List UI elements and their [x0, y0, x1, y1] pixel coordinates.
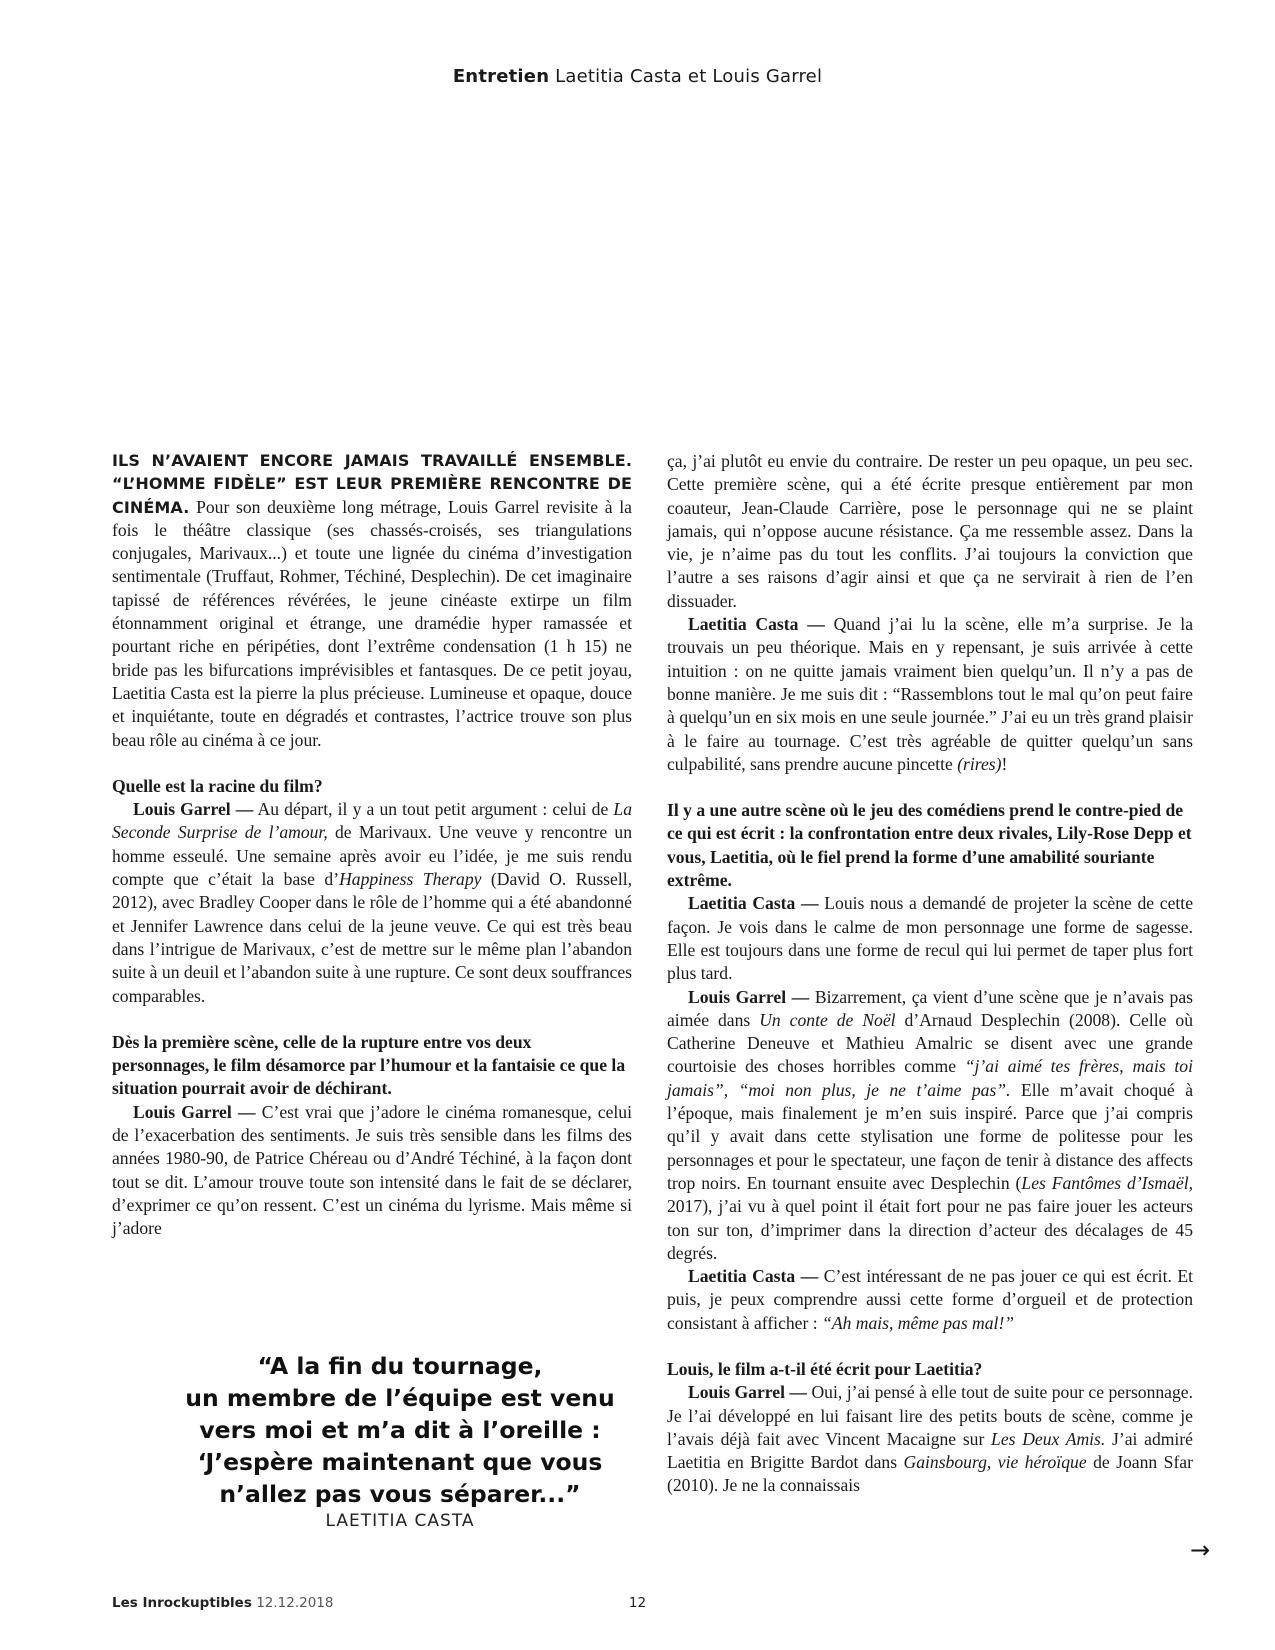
pull-quote-line: ‘J’espère maintenant que vous: [197, 1448, 603, 1476]
running-header: [0, 66, 1275, 87]
header-subject: Laetitia Casta et Louis Garrel: [555, 66, 823, 87]
pull-quote: [140, 1350, 660, 1510]
publication-name: Les Inrockuptibles: [112, 1595, 252, 1611]
answer: Louis Garrel — Bizarrement, ça vient d’une scène que je n’avais pas aimée dans Un conte de Noël d’Arnaud Desplechin (2008). Celle où Catherine Deneuve et Mathieu Amalric se disent avec une grande courtoisie des choses horribles comme “j’ai aimé tes frères, mais toi jamais”, “moi non plus, je ne t’aime pas”. Elle m’avait choqué à l’époque, mais finalement je m’en suis inspiré. Parce que j’ai compris qu’il y avait dans cette stylisation une forme de politesse pour les personnages et pour le spectateur, une façon de tenir à distance des affects trop noirs. En tournant ensuite avec Desplechin (Les Fantômes d’Ismaël, 2017), j’ai vu à quel point il était fort pour ne pas faire jouer les acteurs ton sur ton, d’imprimer dans la direction d’acteur des décalages de 45 degrés.: [667, 986, 1194, 1263]
question: Quelle est la racine du film?: [112, 775, 323, 796]
question: Dès la première scène, celle de la rupture entre vos deux personnages, le film désamorce par l’humour et la fantaisie ce que la situation pourrait avoir de déchirant.: [112, 1031, 626, 1099]
pull-quote-line: “A la fin du tournage,: [257, 1352, 543, 1380]
answer: Laetitia Casta — Louis nous a demandé de projeter la scène de cette façon. Je vois dans le calme de mon personnage une forme de sagesse. Elle est toujours dans une forme de recul qui lui permet de taper plus fort plus tard.: [667, 893, 1193, 984]
pull-quote-line: vers moi et m’a dit à l’oreille :: [199, 1416, 601, 1444]
intro-paragraph: [112, 449, 632, 752]
answer-continued: ça, j’ai plutôt eu envie du contraire. De rester un peu opaque, un peu sec. Cette première scène, qui a été écrite presque entièrement par mon coauteur, Jean-Claude Carrière, pose le personnage qui ne se plaint jamais, qui n’oppose aucune résistance. Ça me ressemble assez. Dans la vie, je n’aime pas du tout les conflits. J’ai toujours la conviction que l’autre a ses raisons d’agir ainsi et que ça ne servirait à rien de l’en dissuader.: [667, 451, 1193, 611]
pull-quote-line: n’allez pas vous séparer...”: [219, 1480, 581, 1508]
speaker: Louis Garrel —: [133, 1101, 256, 1122]
pull-quote-author: LAETITIA CASTA: [325, 1511, 475, 1531]
answer: Louis Garrel — Au départ, il y a un tout petit argument : celui de La Seconde Surprise de l’amour, de Marivaux. Une veuve y rencontre un homme esseulé. Une semaine après avoir eu l’idée, je me suis rendu compte que c’était la base d’Happiness Therapy (David O. Russell, 2012), avec Bradley Cooper dans le rôle de l’homme qui a été abandonné et Jennifer Lawrence dans celui de la jeune veuve. Ce qui est très beau dans l’intrigue de Marivaux, c’est de mettre sur le même plan l’abandon suite à un deuil et l’abandon suite à une rupture. Ce sont deux souffrances comparables.: [112, 799, 632, 1006]
speaker: Louis Garrel —: [688, 986, 810, 1007]
left-column: [112, 449, 632, 1241]
right-column: [667, 450, 1193, 1498]
section-label: Entretien: [452, 66, 550, 87]
question: Il y a une autre scène où le jeu des comédiens prend le contre-pied de ce qui est écrit : la confrontation entre deux rivales, Lily-Rose Depp et vous, Laetitia, où le fiel prend la forme d’une amabilité souriante extrême.: [667, 800, 1192, 891]
answer: Laetitia Casta — Quand j’ai lu la scène, elle m’a surprise. Je la trouvais un peu théorique. Mais en y repensant, je suis arrivée à cette intuition : on ne quitte jamais vraiment bien quelqu’un. Il n’y a pas de bonne manière. Je me suis dit : “Rassemblons tout le mal qu’on peut faire à quelqu’un en six mois en une seule journée.” J’ai eu un très grand plaisir à le faire au tournage. C’est très agréable de quitter quelqu’un sans culpabilité, sans prendre aucune pincette (rires)!: [667, 614, 1193, 774]
speaker: Laetitia Casta —: [688, 1266, 819, 1287]
question: Louis, le film a-t-il été écrit pour Laetitia?: [667, 1358, 983, 1379]
speaker: Laetitia Casta —: [688, 614, 825, 635]
pull-quote-line: un membre de l’équipe est venu: [185, 1384, 615, 1412]
intro-lead: ILS N’AVAIENT ENCORE JAMAIS TRAVAILLÉ ENSEMBLE. “L’HOMME FIDÈLE” EST LEUR PREMIÈRE RENCONTRE DE CINÉMA.: [112, 451, 632, 517]
issue-date: 12.12.2018: [256, 1595, 334, 1611]
answer: Louis Garrel — Oui, j’ai pensé à elle tout de suite pour ce personnage. Je l’ai développé en lui faisant lire des petits bouts de scène, comme je l’avais déjà fait avec Vincent Macaigne sur Les Deux Amis. J’ai admiré Laetitia en Brigitte Bardot dans Gainsbourg, vie héroïque de Joann Sfar (2010). Je ne la connaissais: [667, 1382, 1193, 1496]
answer: Laetitia Casta — C’est intéressant de ne pas jouer ce qui est écrit. Et puis, je peux comprendre aussi cette forme d’orgueil et de protection consistant à afficher : “Ah mais, même pas mal!”: [667, 1266, 1193, 1333]
speaker: Louis Garrel —: [688, 1382, 808, 1403]
arrow-right-icon: →: [1190, 1536, 1211, 1564]
intro-body: Pour son deuxième long métrage, Louis Garrel revisite à la fois le théâtre classique (ses chassés-croisés, ses triangulations conjugales, Marivaux...) et toute une lignée du cinéma d’investigation sentimentale (Truffaut, Rohmer, Téchiné, Desplechin). De cet imaginaire tapissé de références révérées, le jeune cinéaste extirpe un film étonnamment original et étrange, une dramédie hyper ramassée et pourtant riche en péripéties, dont l’extrême condensation (1 h 15) ne bride pas les bifurcations imprévisibles et fantasques. De ce petit joyau, Laetitia Casta est la pierre la plus précieuse. Lumineuse et opaque, douce et inquiétante, toute en dégradés et contrastes, l’actrice trouve son plus beau rôle au cinéma à ce jour.: [112, 496, 632, 750]
answer: Louis Garrel — C’est vrai que j’adore le cinéma romanesque, celui de l’exacerbation des sentiments. Je suis très sensible dans les films des années 1980-90, de Patrice Chéreau ou d’André Téchiné, à la façon dont tout se dit. L’amour trouve toute son intensité dans le fait de se déclarer, d’exprimer ce qu’on ressent. C’est un cinéma du lyrisme. Mais même si j’adore: [112, 1101, 632, 1239]
speaker: Louis Garrel —: [133, 799, 254, 820]
speaker: Laetitia Casta —: [688, 893, 819, 914]
page-number: 12: [628, 1595, 647, 1611]
